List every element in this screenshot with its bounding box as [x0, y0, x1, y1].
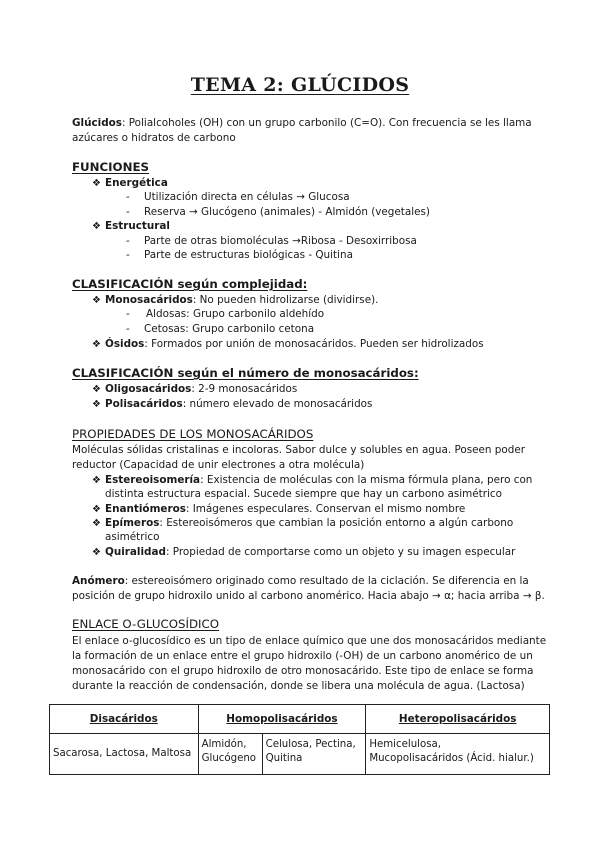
epimeros-text-2: asimétrico [105, 531, 160, 543]
osidos-item [92, 337, 484, 352]
funciones-heading: FUNCIONES [72, 160, 150, 174]
enlace-line-3: monosacárido con el grupo hidroxilo de otro monosacárido. Este tipo de enlace se forma [72, 665, 534, 677]
estereoisomeria-term: Estereoisomería [105, 474, 201, 486]
energetica-item [92, 176, 168, 191]
epimeros-text-1: : Estereoisómeros que cambian la posición entorno a algún carbono [159, 517, 514, 529]
diamond-bullet-icon: ❖ [92, 178, 101, 189]
diamond-bullet-icon: ❖ [92, 295, 101, 306]
dash-bullet-icon: - [126, 323, 130, 335]
enlace-line-1: El enlace o-glucosídico es un tipo de enlace químico que une dos monosacáridos mediante [72, 635, 547, 647]
osidos-text: : Formados por unión de monosacáridos. Pueden ser hidrolizados [144, 338, 484, 350]
propiedades-heading: PROPIEDADES DE LOS MONOSACÁRIDOS [72, 427, 314, 441]
page-title: TEMA 2: GLÚCIDOS [190, 74, 410, 96]
header-homopolisacaridos: Homopolisacáridos [198, 705, 366, 734]
energetica-sub-1-text: Utilización directa en células → Glucosa [144, 191, 350, 203]
dash-bullet-icon: - [126, 191, 130, 203]
diamond-bullet-icon: ❖ [92, 518, 101, 529]
enlace-line-2: la formación de un enlace entre el grupo hidroxilo (-OH) de un carbono anomérico de un [72, 650, 533, 662]
cetosas-item [126, 322, 314, 337]
enlace-heading: ENLACE O-GLUCOSÍDICO [72, 617, 220, 631]
enantiomeros-term: Enantiómeros [105, 503, 186, 515]
diamond-bullet-icon: ❖ [92, 384, 101, 395]
polisacaridos-item [92, 397, 372, 412]
cetosas-text: Cetosas: Grupo carbonilo cetona [144, 323, 315, 335]
cell-homo-1-line-1: Almidón, [201, 739, 247, 750]
estereoisomeria-item [92, 473, 532, 488]
propiedades-line-1: Moléculas sólidas cristalinas e incoloras. Sabor dulce y solubles en agua. Poseen poder [72, 444, 526, 456]
epimeros-item [92, 516, 513, 531]
diamond-bullet-icon: ❖ [92, 399, 101, 410]
quiralidad-text: : Propiedad de comportarse como un objeto y su imagen especular [165, 546, 516, 558]
dash-bullet-icon: - [126, 249, 130, 261]
header-disacaridos: Disacáridos [50, 705, 199, 734]
diamond-bullet-icon: ❖ [92, 504, 101, 515]
cell-homo-1 [198, 734, 262, 775]
enantiomeros-text: : Imágenes especulares. Conservan el mismo nombre [185, 503, 466, 515]
dash-bullet-icon: - [126, 308, 130, 320]
header-heteropolisacaridos: Heteropolisacáridos [366, 705, 550, 734]
clasificacion-complejidad-heading: CLASIFICACIÓN según complejidad: [72, 277, 308, 291]
aldosas-item [126, 307, 324, 322]
estructural-sub-2 [126, 248, 353, 263]
epimeros-term: Epímeros [105, 517, 160, 529]
polisacaridos-text: : número elevado de monosacáridos [182, 398, 373, 410]
diamond-bullet-icon: ❖ [92, 547, 101, 558]
anomero-text-1: : estereoisómero originado como resultado de la ciclación. Se diferencia en la [124, 575, 529, 587]
estereoisomeria-text-1: : Existencia de moléculas con la misma fórmula plana, pero con [200, 474, 533, 486]
anomero-line-2: posición de grupo hidroxilo unido al carbono anomérico. Hacia abajo → α; hacia arriba → β. [72, 590, 545, 602]
estructural-sub-1 [126, 234, 417, 249]
diamond-bullet-icon: ❖ [92, 339, 101, 350]
estructural-sub-1-text: Parte de otras biomoléculas →Ribosa - Desoxirribosa [144, 235, 417, 247]
cell-homo-2-line-2: Quitina [265, 753, 303, 764]
diamond-bullet-icon: ❖ [92, 475, 101, 486]
cell-homo-2 [262, 734, 366, 775]
dash-bullet-icon: - [126, 235, 130, 247]
cell-disacaridos: Sacarosa, Lactosa, Maltosa [50, 734, 199, 775]
intro-text-2: azúcares o hidratos de carbono [72, 132, 236, 144]
dash-bullet-icon: - [126, 206, 130, 218]
oligosacaridos-text: : 2-9 monosacáridos [191, 383, 298, 395]
oligosacaridos-item [92, 382, 297, 397]
propiedades-line-2: reductor (Capacidad de unir electrones a otra molécula) [72, 459, 365, 471]
enantiomeros-item [92, 502, 465, 517]
anomero-line-1 [72, 574, 529, 589]
energetica-sub-2 [126, 205, 430, 220]
estereoisomeria-text-2: distinta estructura espacial. Sucede siempre que hay un carbono asimétrico [105, 488, 502, 500]
osidos-term: Ósidos [105, 338, 145, 350]
monosacaridos-item [92, 293, 378, 308]
table-header-row [50, 705, 550, 734]
cell-homo-1-line-2: Glucógeno [201, 753, 257, 764]
estructural-sub-2-text: Parte de estructuras biológicas - Quitina [144, 249, 353, 261]
diamond-bullet-icon: ❖ [92, 221, 101, 232]
anomero-term: Anómero [72, 575, 125, 587]
monosacaridos-term: Monosacáridos [105, 294, 193, 306]
quiralidad-term: Quiralidad [105, 546, 166, 558]
energetica-sub-1 [126, 190, 350, 205]
clasificacion-numero-heading: CLASIFICACIÓN según el número de monosacáridos: [72, 366, 419, 380]
intro-text-1: : Polialcoholes (OH) con un grupo carbonilo (C=O). Con frecuencia se les llama [121, 117, 532, 129]
cell-homo-2-line-1: Celulosa, Pectina, [265, 739, 356, 750]
energetica-label: Energética [105, 177, 168, 189]
intro-term: Glúcidos [72, 117, 122, 129]
oligosacaridos-term: Oligosacáridos [105, 383, 192, 395]
glucidos-table [49, 704, 550, 775]
cell-hetero-line-2: Mucopolisacáridos (Ácid. hialur.) [369, 753, 534, 764]
estructural-label: Estructural [105, 220, 170, 232]
aldosas-text: Aldosas: Grupo carbonilo aldehído [146, 308, 325, 320]
intro-line-1 [72, 116, 532, 131]
table-row [50, 734, 550, 775]
enlace-line-4: durante la reacción de condensación, donde se libera una molécula de agua. (Lactosa) [72, 680, 525, 692]
cell-hetero [366, 734, 550, 775]
polisacaridos-term: Polisacáridos [105, 398, 183, 410]
estructural-item [92, 219, 170, 234]
monosacaridos-text: : No pueden hidrolizarse (dividirse). [192, 294, 379, 306]
cell-hetero-line-1: Hemicelulosa, [369, 739, 442, 750]
energetica-sub-2-text: Reserva → Glucógeno (animales) - Almidón (vegetales) [144, 206, 430, 218]
quiralidad-item [92, 545, 515, 560]
